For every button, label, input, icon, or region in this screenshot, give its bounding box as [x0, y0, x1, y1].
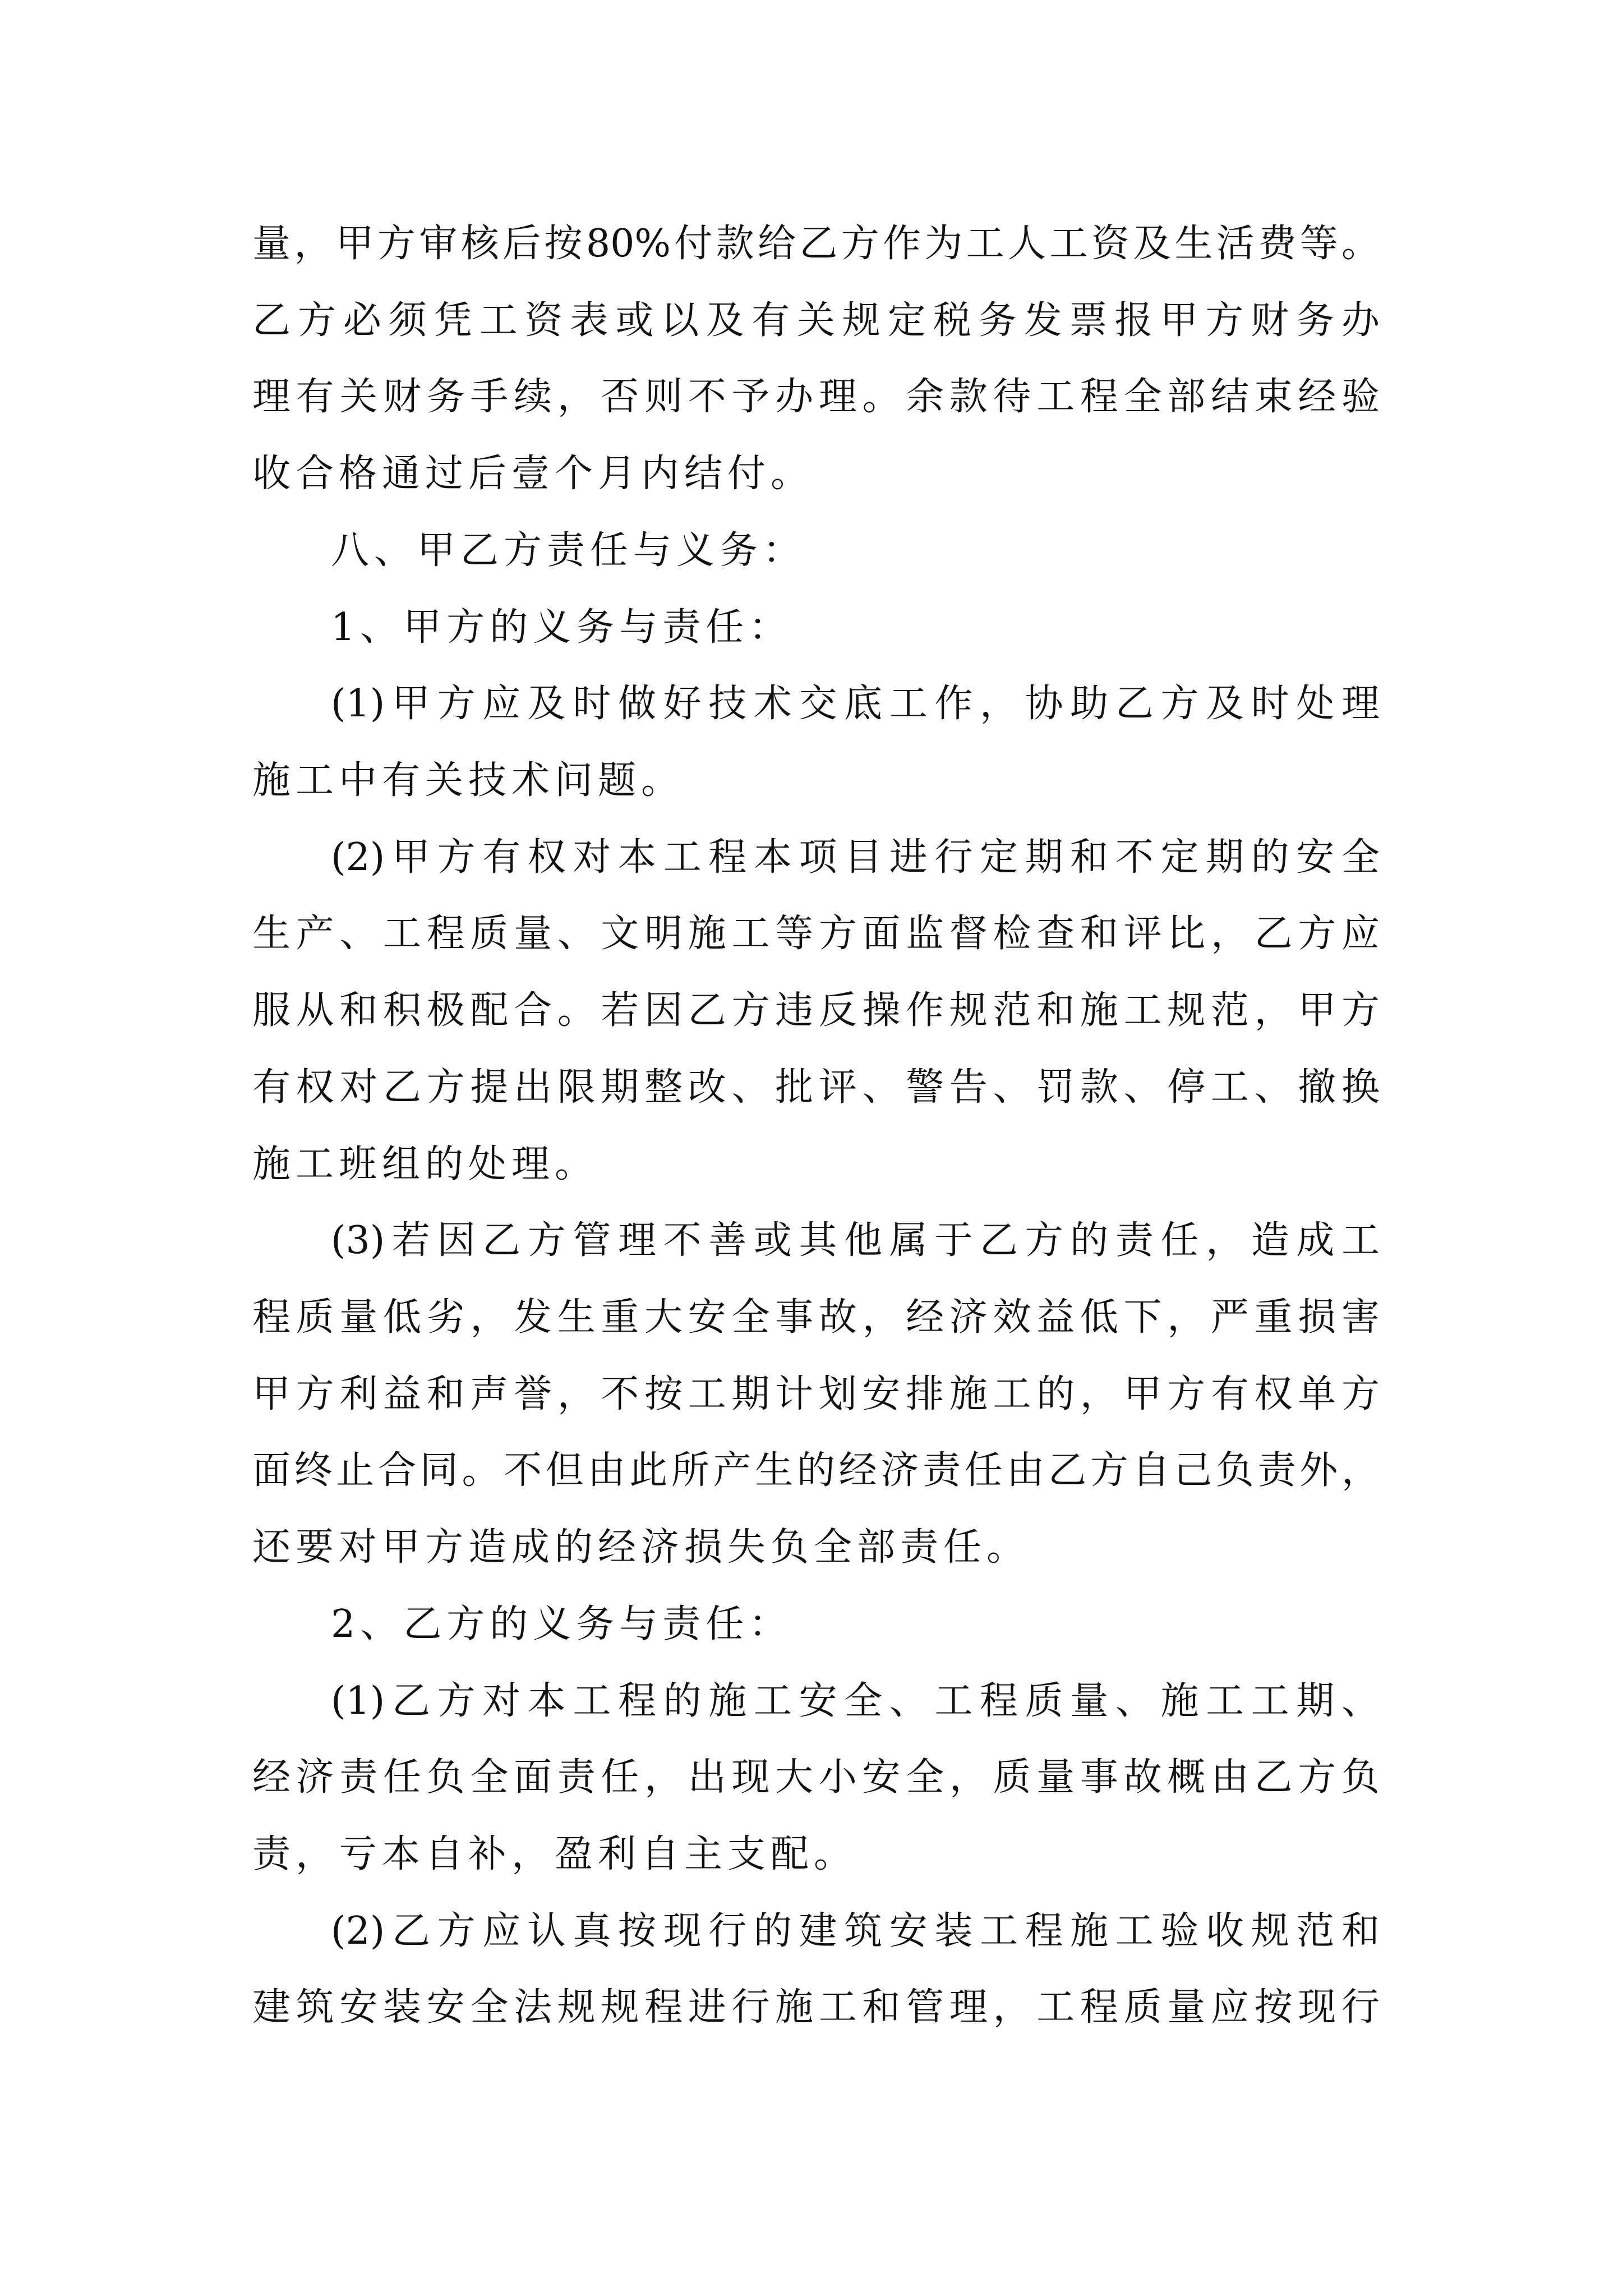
text-line: 责，亏本自补，盈利自主支配。 [252, 1832, 857, 1876]
text-line: 施工中有关技术问题。 [252, 758, 685, 803]
text-line: 施工班组的处理。 [252, 1142, 598, 1186]
text-line: 经济责任负全面责任，出现大小安全，质量事故概由乙方负 [252, 1755, 1380, 1800]
text-line: 收合格通过后壹个月内结付。 [252, 452, 814, 496]
text-line: 生产、工程质量、文明施工等方面监督检查和评比，乙方应 [252, 912, 1380, 956]
section-heading: 八、甲乙方责任与义务： [331, 528, 806, 573]
text-line: 量，甲方审核后按80%付款给乙方作为工人工资及生活费等。 [252, 222, 1380, 266]
text-line: 还要对甲方造成的经济损失负全部责任。 [252, 1525, 1030, 1570]
text-line: 面终止合同。不但由此所产生的经济责任由乙方自己负责外， [252, 1448, 1380, 1493]
text-line: (2)甲方有权对本工程本项目进行定期和不定期的安全 [331, 835, 1380, 880]
text-line: 程质量低劣，发生重大安全事故，经济效益低下，严重损害 [252, 1295, 1380, 1340]
text-line: 甲方利益和声誉，不按工期计划安排施工的，甲方有权单方 [252, 1372, 1380, 1416]
text-line: 理有关财务手续，否则不予办理。余款待工程全部结束经验 [252, 375, 1380, 419]
subsection-heading: 2、乙方的义务与责任： [331, 1602, 792, 1646]
text-line: (2)乙方应认真按现行的建筑安装工程施工验收规范和 [331, 1909, 1380, 1953]
text-line: (1)甲方应及时做好技术交底工作，协助乙方及时处理 [331, 682, 1380, 726]
subsection-heading: 1、甲方的义务与责任： [331, 605, 792, 650]
text-line: (3)若因乙方管理不善或其他属于乙方的责任，造成工 [331, 1218, 1380, 1263]
text-line: 建筑安装安全法规规程进行施工和管理，工程质量应按现行 [252, 1985, 1380, 2030]
text-line: 乙方必须凭工资表或以及有关规定税务发票报甲方财务办 [252, 298, 1380, 343]
text-line: 服从和积极配合。若因乙方违反操作规范和施工规范，甲方 [252, 988, 1380, 1033]
text-line: (1)乙方对本工程的施工安全、工程质量、施工工期、 [331, 1679, 1380, 1723]
text-line: 有权对乙方提出限期整改、批评、警告、罚款、停工、撤换 [252, 1065, 1380, 1110]
